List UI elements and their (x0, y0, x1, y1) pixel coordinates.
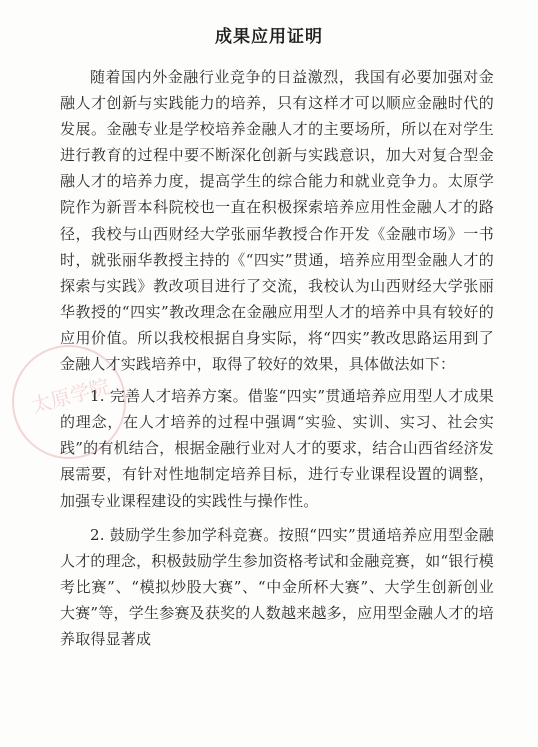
item-paragraph-1: 1. 完善人才培养方案。借鉴“四实”贯通培养应用型人才成果的理念，在人才培养的过程中强调“实验、实训、实习、社会实践”的有机结合，根据金融行业对人才的要求，结合山西省经济发展需要，有针对性地制定培养目标，进行专业课程设置的调整，加强专业课程建设的实践性与操作性。 (60, 387, 494, 510)
document-body (60, 64, 494, 652)
item-paragraph-2: 2. 鼓励学生参加学科竞赛。按照“四实”贯通培养应用型金融人才的理念，积极鼓励学生参加资格考试和金融竞赛，如“银行模考比赛”、“模拟炒股大赛”、“中金所杯大赛”、大学生创新创业大赛”等，学生参赛及获奖的人数越来越多，应用型金融人才的培养取得显著成 (60, 525, 494, 648)
intro-paragraph: 随着国内外金融行业竞争的日益激烈，我国有必要加强对金融人才创新与实践能力的培养，只有这样才可以顺应金融时代的发展。金融专业是学校培养金融人才的主要场所，所以在对学生进行教育的过程中要不断深化创新与实践意识，加大对复合型金融人才的培养力度，提高学生的综合能力和就业竞争力。太原学院作为新晋本科院校也一直在积极探索培养应用性金融人才的路径，我校与山西财经大学张丽华教授合作开发《金融市场》一书时，就张丽华教授主持的《“四实”贯通，培养应用型金融人才的探索与实践》教改项目进行了交流，我校认为山西财经大学张丽华教授的“四实”教改理念在金融应用型人才的培养中具有较好的应用价值。所以我校根据自身实际，将“四实”教改思路运用到了金融人才实践培养中，取得了较好的效果，具体做法如下： (60, 68, 494, 374)
document-title: 成果应用证明 (215, 27, 323, 47)
seal-stamp-text: 太原学院 (28, 374, 113, 418)
